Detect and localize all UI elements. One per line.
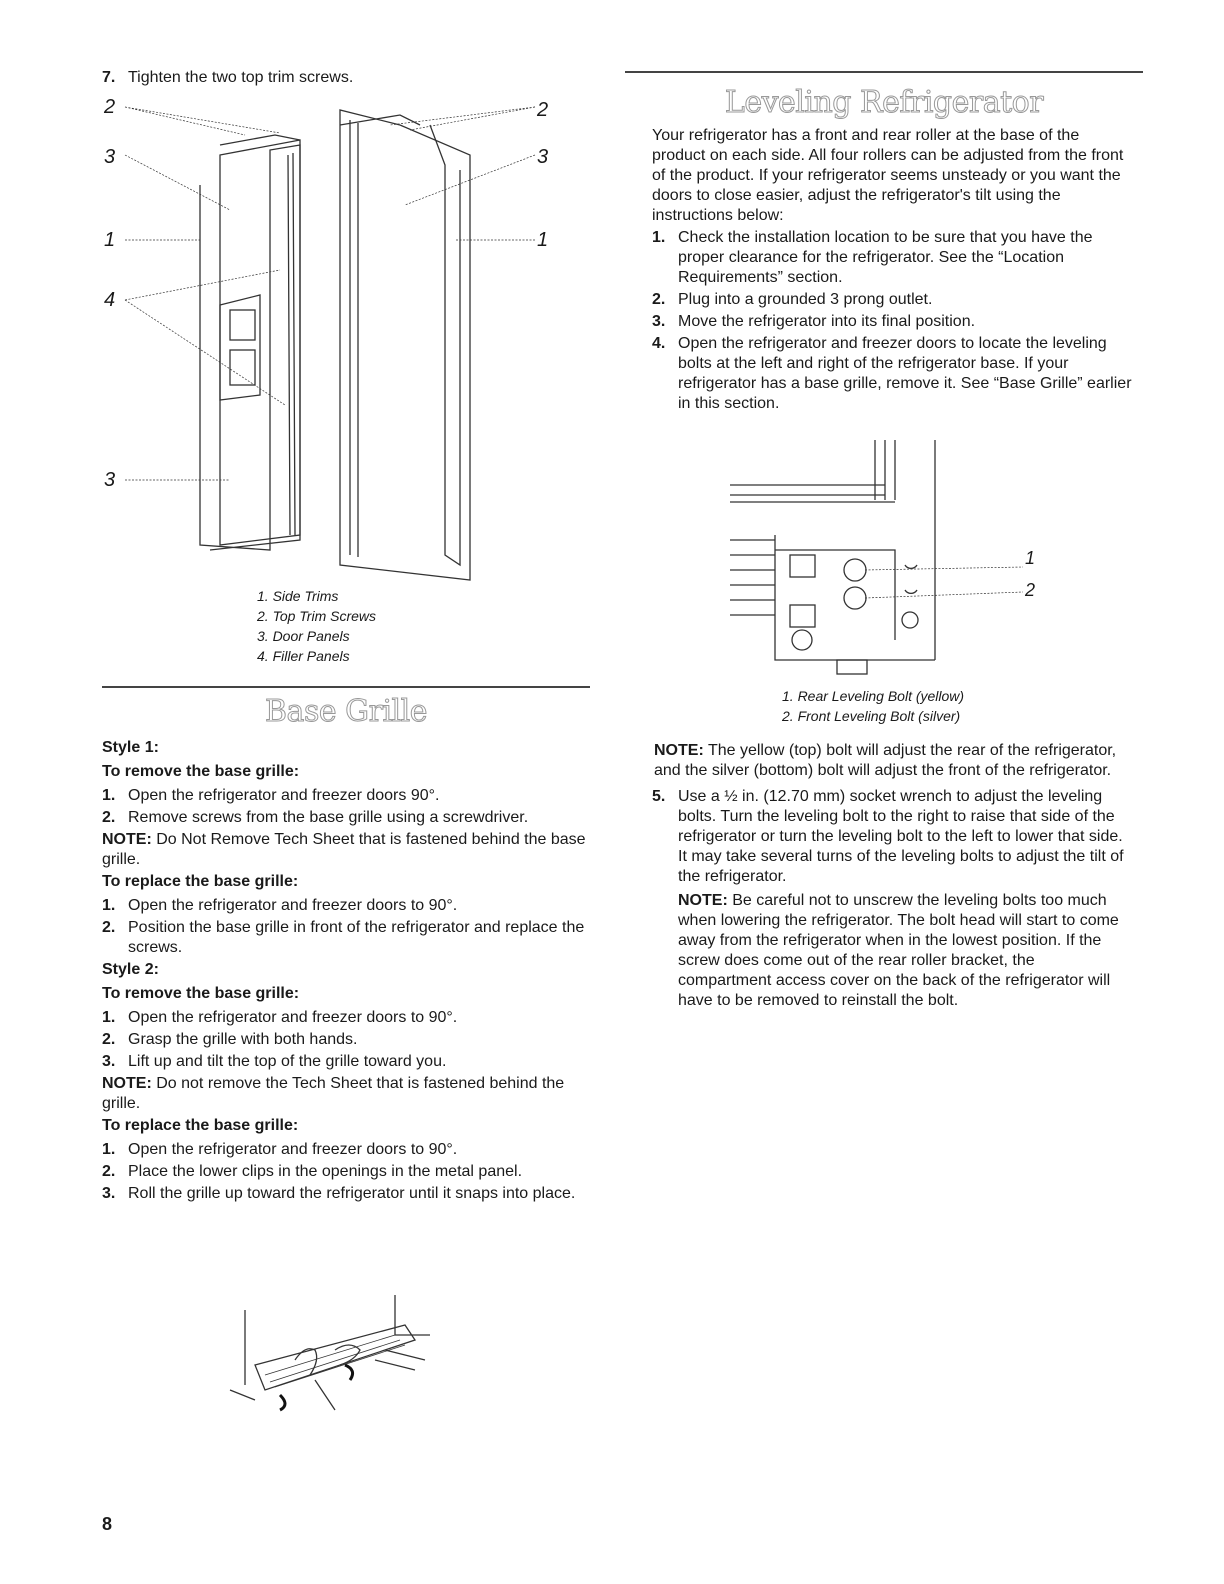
step xyxy=(102,1008,590,1028)
callout-2: 2 xyxy=(104,96,116,118)
step-text: Use a ½ in. (12.70 mm) socket wrench to adjust the leveling bolts. Turn the leveling bolt to the right to raise that side of the refrigerator or turn the leveling bolt to the left to lower that side. It may take several turns of the leveling bolts to adjust the tilt of the refrigerator. xyxy=(678,788,1124,885)
step-number: 2. xyxy=(102,919,116,936)
step xyxy=(652,290,1132,310)
leveling-notes xyxy=(652,741,1132,1013)
figure-captions xyxy=(257,586,376,666)
note xyxy=(102,830,590,870)
step xyxy=(102,1030,590,1050)
callout-3: 3 xyxy=(537,146,549,168)
divider xyxy=(102,686,590,688)
subheading: Style 1: xyxy=(102,739,159,756)
caption: 2. Front Leveling Bolt (silver) xyxy=(782,708,961,724)
step-number: 1. xyxy=(102,897,116,914)
step-number: 3. xyxy=(102,1053,116,1070)
figure-captions xyxy=(782,686,964,726)
step xyxy=(102,786,590,806)
callout-3: 3 xyxy=(104,146,116,168)
caption: 1. Rear Leveling Bolt (yellow) xyxy=(782,688,965,704)
step-7: 7. Tighten the two top trim screws. xyxy=(102,69,354,86)
section-heading: Leveling Refrigerator xyxy=(724,85,1044,120)
note-label: NOTE: xyxy=(102,1075,152,1092)
step-number: 2. xyxy=(102,1163,116,1180)
step-text: Place the lower clips in the openings in the metal panel. xyxy=(128,1163,523,1180)
note-text: Be careful not to unscrew the leveling bolts too much when lowering the refrigerator. The bolt head will start to come away from the refrigerator when in the lowest position. If the screw does come out of the rear roller bracket, the compartment access cover on the back of the refrigerator will have to be removed to reinstall the bolt. xyxy=(678,892,1119,1009)
leveling-bolt-illustration xyxy=(725,440,1045,680)
callout-3: 3 xyxy=(104,469,116,491)
step xyxy=(652,334,1132,414)
callout-1: 1 xyxy=(1025,548,1036,568)
step-number: 4. xyxy=(652,335,666,352)
step-text: Check the installation location to be sure that you have the proper clearance for the refrigerator. See the “Location Requirements” section. xyxy=(678,229,1093,286)
step-number: 5. xyxy=(652,788,666,805)
section-heading: Base Grille xyxy=(265,694,427,729)
callout-4: 4 xyxy=(104,289,116,311)
callout-2: 2 xyxy=(1025,580,1036,600)
subheading: To remove the base grille: xyxy=(102,985,300,1002)
step xyxy=(102,1184,590,1204)
caption: 2. Top Trim Screws xyxy=(257,608,377,624)
step-number: 3. xyxy=(102,1185,116,1202)
grille-install-illustration xyxy=(225,1290,435,1415)
leveling-text xyxy=(652,126,1132,416)
step-text: Open the refrigerator and freezer doors to 90°. xyxy=(128,897,458,914)
step-text: Roll the grille up toward the refrigerator until it snaps into place. xyxy=(128,1185,576,1202)
step xyxy=(652,228,1132,288)
note xyxy=(652,741,1132,781)
subheading: To remove the base grille: xyxy=(102,763,300,780)
step-number: 2. xyxy=(652,291,666,308)
step-number: 1. xyxy=(652,229,666,246)
step-number: 2. xyxy=(102,809,116,826)
note-label: NOTE: xyxy=(102,831,152,848)
callout-2: 2 xyxy=(537,99,549,121)
step-number: 1. xyxy=(102,1141,116,1158)
note-text: Do not remove the Tech Sheet that is fastened behind the grille. xyxy=(102,1075,565,1112)
step xyxy=(102,1162,590,1182)
note-label: NOTE: xyxy=(678,892,728,909)
step xyxy=(102,1052,590,1072)
caption: 3. Door Panels xyxy=(257,628,350,644)
subheading: Style 2: xyxy=(102,961,159,978)
step xyxy=(102,808,590,828)
note-text: Do Not Remove Tech Sheet that is fastened behind the base grille. xyxy=(102,831,586,868)
step xyxy=(652,312,1132,332)
subheading: To replace the base grille: xyxy=(102,873,299,890)
base-grille-section xyxy=(102,686,590,1206)
step xyxy=(102,918,590,958)
step-number: 1. xyxy=(102,1009,116,1026)
step-number: 3. xyxy=(652,313,666,330)
subheading: To replace the base grille: xyxy=(102,1117,299,1134)
side-trim-figure xyxy=(100,95,560,585)
step-text: Open the refrigerator and freezer doors to 90°. xyxy=(128,1009,458,1026)
leveling-section xyxy=(625,71,1143,123)
door-panels-illustration xyxy=(100,95,560,585)
note xyxy=(102,1074,590,1114)
note-label: NOTE: xyxy=(654,742,704,759)
step-text: Move the refrigerator into its final position. xyxy=(678,313,976,330)
step xyxy=(102,896,590,916)
leveling-bolt-figure xyxy=(725,440,1045,680)
caption: 1. Side Trims xyxy=(257,588,339,604)
step-text: Grasp the grille with both hands. xyxy=(128,1031,358,1048)
left-column xyxy=(102,68,590,90)
step-text: Open the refrigerator and freezer doors 90°. xyxy=(128,787,440,804)
intro-paragraph: Your refrigerator has a front and rear roller at the base of the product on each side. All four rollers can be adjusted from the front of the product. If your refrigerator seems unsteady or you want the doors to close easier, adjust the refrigerator's tilt using the instructions below: xyxy=(652,127,1124,224)
step-text: Plug into a grounded 3 prong outlet. xyxy=(678,291,933,308)
step-text: Open the refrigerator and freezer doors to 90°. xyxy=(128,1141,458,1158)
step xyxy=(102,1140,590,1160)
callout-1: 1 xyxy=(104,229,116,251)
divider xyxy=(625,71,1143,73)
page-number: 8 xyxy=(102,1514,113,1534)
note-text: The yellow (top) bolt will adjust the rear of the refrigerator, and the silver (bottom) bolt will adjust the front of the refrigerator. xyxy=(654,742,1117,779)
step-text: Position the base grille in front of the refrigerator and replace the screws. xyxy=(128,919,585,956)
step-text: Lift up and tilt the top of the grille toward you. xyxy=(128,1053,447,1070)
note xyxy=(652,891,1132,1011)
step-number: 2. xyxy=(102,1031,116,1048)
caption: 4. Filler Panels xyxy=(257,648,350,664)
step-text: Remove screws from the base grille using a screwdriver. xyxy=(128,809,529,826)
step-number: 1. xyxy=(102,787,116,804)
callout-1: 1 xyxy=(537,229,549,251)
step-text: Open the refrigerator and freezer doors to locate the leveling bolts at the left and right of the refrigerator base. If your refrigerator has a base grille, remove it. See “Base Grille” earlier in this section. xyxy=(678,335,1132,412)
step-5 xyxy=(652,787,1132,887)
